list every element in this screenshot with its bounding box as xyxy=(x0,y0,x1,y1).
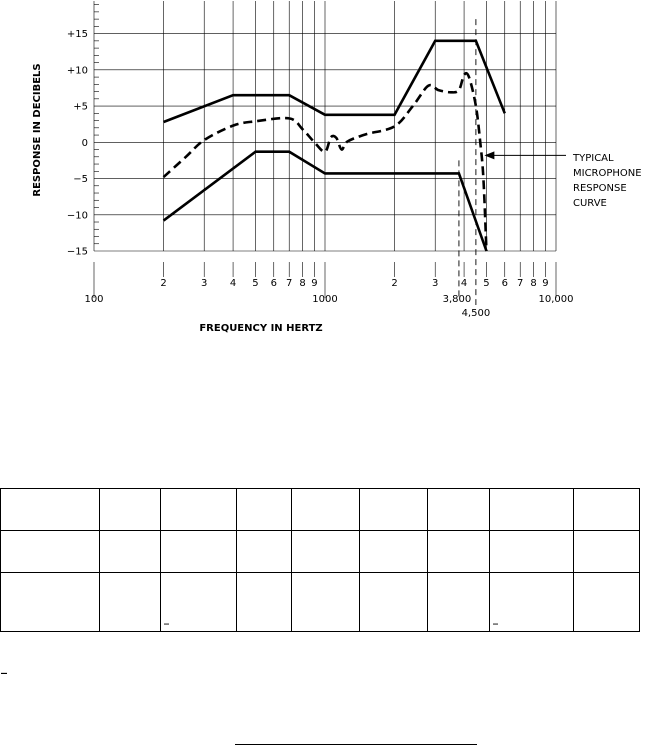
y-tick-label: −10 xyxy=(66,210,88,222)
footnote-mark: _ xyxy=(1,660,7,674)
annotation-line-1: TYPICAL xyxy=(573,153,614,164)
table-cell xyxy=(292,573,360,632)
table-cell xyxy=(574,531,640,573)
table-cell xyxy=(161,573,237,632)
table-cell xyxy=(428,531,490,573)
table-cell xyxy=(574,573,640,632)
y-tick-label: −15 xyxy=(66,246,88,258)
underscore-mark: _ xyxy=(493,614,498,625)
x-marker-label: 3,800 xyxy=(442,294,472,305)
x-tick-label: 2 xyxy=(160,278,167,289)
table-cell xyxy=(237,573,292,632)
table-cell xyxy=(100,573,161,632)
table-cell xyxy=(100,531,161,573)
table-cell xyxy=(490,489,574,531)
x-tick-label: 6 xyxy=(270,278,277,289)
annotation-line-3: RESPONSE xyxy=(573,183,627,194)
table-cell xyxy=(237,489,292,531)
x-tick-label: 2 xyxy=(391,278,398,289)
vertical-markers xyxy=(459,19,476,305)
data-table-container xyxy=(0,488,639,632)
table-row xyxy=(1,489,640,531)
x-axis-ticks xyxy=(84,262,573,319)
y-tick-label: +10 xyxy=(66,65,88,77)
table-cell xyxy=(490,573,574,632)
x-tick-label: 8 xyxy=(299,278,306,289)
table-cell xyxy=(490,531,574,573)
table-cell xyxy=(574,489,640,531)
x-tick-label: 3 xyxy=(201,278,208,289)
x-tick-label: 9 xyxy=(542,278,549,289)
chart-grid xyxy=(94,1,556,251)
y-tick-label: +5 xyxy=(73,101,88,113)
upper-limit-line xyxy=(164,41,505,122)
x-decade-label: 100 xyxy=(84,294,104,305)
table-cell xyxy=(100,489,161,531)
footer-rule xyxy=(235,744,477,745)
table-cell xyxy=(1,573,100,632)
data-table xyxy=(0,488,640,632)
table-cell xyxy=(360,573,428,632)
x-axis-title: FREQUENCY IN HERTZ xyxy=(199,323,323,334)
x-tick-label: 3 xyxy=(432,278,439,289)
table-cell xyxy=(1,531,100,573)
chart-series xyxy=(164,41,505,251)
x-tick-label: 4 xyxy=(229,278,237,289)
table-cell xyxy=(360,489,428,531)
frequency-response-chart xyxy=(0,0,656,340)
x-tick-label: 7 xyxy=(286,278,293,289)
annotation-line-2: MICROPHONE xyxy=(573,168,642,179)
table-cell xyxy=(360,531,428,573)
x-tick-label: 8 xyxy=(530,278,537,289)
y-tick-label: +15 xyxy=(66,29,88,41)
table-cell xyxy=(428,573,490,632)
table-row xyxy=(1,531,640,573)
x-marker-label: 4,500 xyxy=(461,308,491,319)
table-cell xyxy=(428,489,490,531)
x-decade-label: 10,000 xyxy=(538,294,574,305)
y-axis-ticks xyxy=(67,29,88,257)
table-cell xyxy=(292,489,360,531)
annotation-line-4: CURVE xyxy=(573,198,607,209)
annotation-arrow-head xyxy=(484,151,494,159)
table-cell xyxy=(237,531,292,573)
y-tick-label: 0 xyxy=(81,137,88,149)
x-tick-label: 5 xyxy=(252,278,259,289)
table-cell xyxy=(292,531,360,573)
y-axis-title: RESPONSE IN DECIBELS xyxy=(32,63,43,197)
y-tick-label: −5 xyxy=(73,174,88,186)
x-tick-label: 9 xyxy=(311,278,318,289)
microphone-curve-annotation xyxy=(484,151,641,209)
x-decade-label: 1000 xyxy=(312,294,338,305)
table-cell xyxy=(161,531,237,573)
table-cell xyxy=(161,489,237,531)
table-row xyxy=(1,573,640,632)
x-tick-label: 4 xyxy=(460,278,468,289)
x-tick-label: 5 xyxy=(483,278,490,289)
x-tick-label: 6 xyxy=(501,278,508,289)
x-tick-label: 7 xyxy=(517,278,524,289)
underscore-mark: _ xyxy=(164,614,169,625)
table-cell xyxy=(1,489,100,531)
